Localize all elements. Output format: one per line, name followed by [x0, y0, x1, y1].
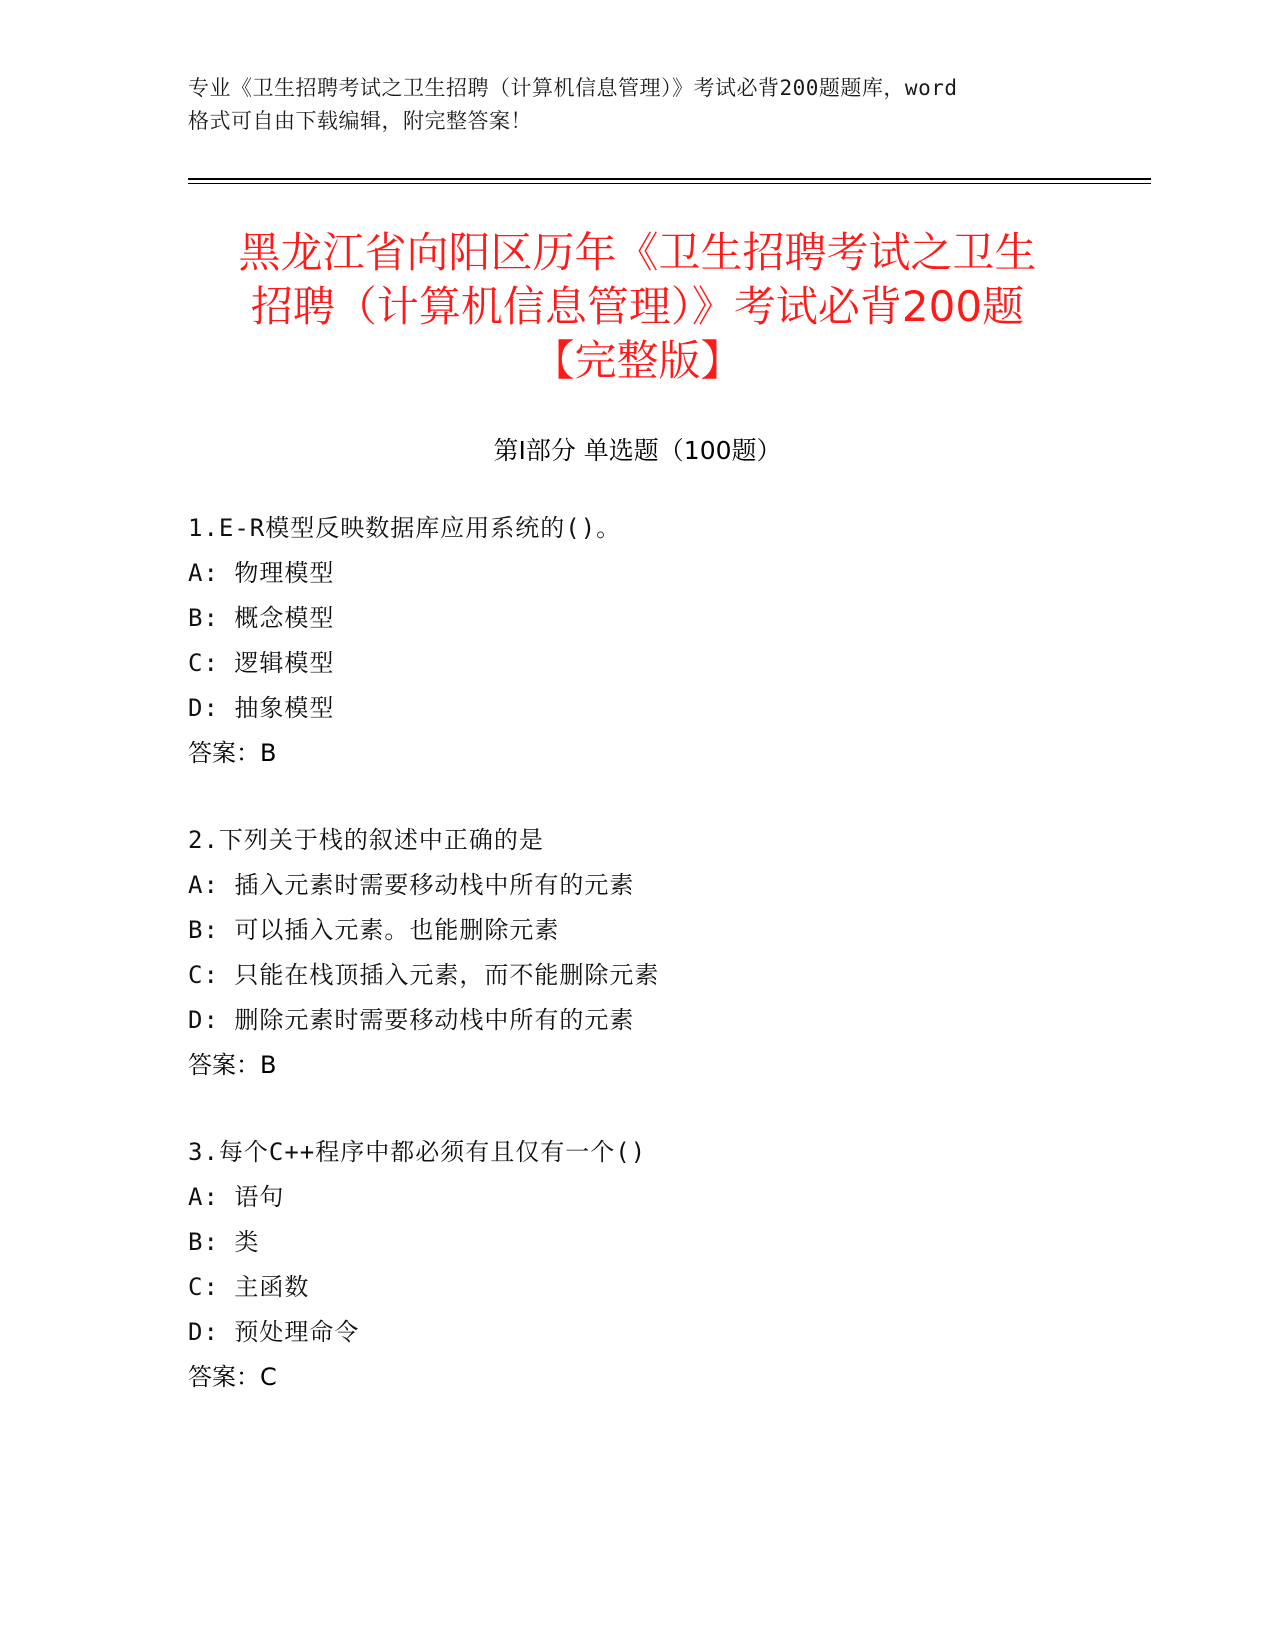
option-c: C: 只能在栈顶插入元素，而不能删除元素 — [188, 961, 660, 989]
title-line-3: 【完整版】 — [532, 336, 743, 385]
option-a: A: 物理模型 — [188, 559, 335, 587]
answer: 答案：B — [188, 1051, 277, 1079]
header-note-line-1: 专业《卫生招聘考试之卫生招聘（计算机信息管理）》考试必背200题题库，word — [188, 76, 958, 100]
title-line-1: 黑龙江省向阳区历年《卫生招聘考试之卫生 — [238, 228, 1037, 277]
header-note-line-2: 格式可自由下载编辑，附完整答案！ — [188, 109, 532, 133]
option-d: D: 抽象模型 — [188, 694, 335, 722]
header-rule-thin — [188, 183, 1151, 184]
option-d: D: 删除元素时需要移动栈中所有的元素 — [188, 1006, 635, 1034]
answer: 答案：C — [188, 1363, 277, 1391]
document-title — [150, 226, 1125, 388]
option-b: B: 可以插入元素。也能删除元素 — [188, 916, 560, 944]
header-note — [188, 72, 1088, 138]
option-c: C: 主函数 — [188, 1273, 310, 1301]
question-2 — [188, 818, 1088, 1088]
option-a: A: 语句 — [188, 1183, 285, 1211]
title-line-2: 招聘（计算机信息管理）》考试必背200题 — [250, 282, 1025, 331]
question-1 — [188, 506, 1088, 776]
option-b: B: 类 — [188, 1228, 260, 1256]
question-stem: 1.E-R模型反映数据库应用系统的()。 — [188, 514, 622, 542]
option-b: B: 概念模型 — [188, 604, 335, 632]
header-rule-thick — [188, 178, 1151, 180]
section-title: 第Ⅰ部分 单选题（100题） — [493, 436, 782, 465]
option-c: C: 逻辑模型 — [188, 649, 335, 677]
option-a: A: 插入元素时需要移动栈中所有的元素 — [188, 871, 635, 899]
question-stem: 2.下列关于栈的叙述中正确的是 — [188, 826, 544, 854]
option-d: D: 预处理命令 — [188, 1318, 360, 1346]
question-stem: 3.每个C++程序中都必须有且仅有一个() — [188, 1138, 647, 1166]
answer: 答案：B — [188, 739, 277, 767]
question-3 — [188, 1130, 1088, 1400]
